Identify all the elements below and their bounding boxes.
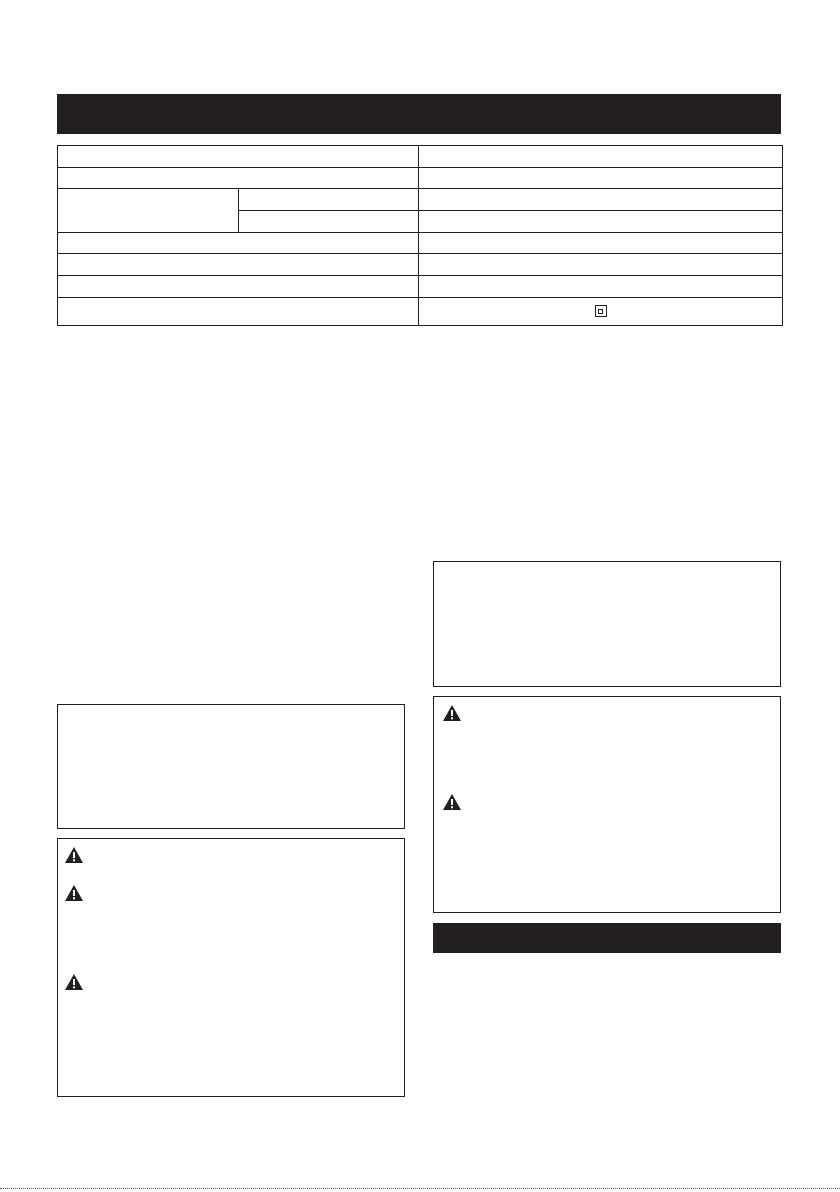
spec-label bbox=[58, 254, 419, 276]
note-box-right bbox=[433, 561, 781, 687]
table-row bbox=[58, 276, 783, 298]
spec-value bbox=[419, 146, 783, 168]
spec-sub-label bbox=[239, 189, 419, 211]
spec-label bbox=[58, 167, 419, 189]
spec-value-cell bbox=[419, 297, 783, 325]
spec-value bbox=[419, 211, 783, 233]
warning-triangle-icon bbox=[64, 973, 84, 991]
warning-triangle-icon bbox=[64, 884, 84, 902]
table-row bbox=[58, 297, 783, 325]
table-row bbox=[58, 232, 783, 254]
warning-box-right bbox=[433, 696, 781, 913]
spec-label bbox=[58, 297, 419, 325]
spec-label bbox=[58, 146, 419, 168]
warning-box-left bbox=[57, 838, 405, 1097]
table-row bbox=[58, 189, 783, 211]
spec-value bbox=[419, 276, 783, 298]
spec-value bbox=[419, 232, 783, 254]
specifications-header-bar bbox=[57, 94, 781, 134]
section-header-bar bbox=[433, 923, 781, 953]
specifications-table bbox=[57, 145, 783, 326]
spec-value bbox=[419, 189, 783, 211]
double-insulation-icon bbox=[595, 305, 607, 317]
spec-sub-label bbox=[239, 211, 419, 233]
page-edge-divider bbox=[0, 1188, 840, 1189]
spec-label bbox=[58, 276, 419, 298]
warning-triangle-icon bbox=[64, 846, 84, 864]
table-row bbox=[58, 254, 783, 276]
table-row bbox=[58, 146, 783, 168]
note-box-left bbox=[57, 704, 405, 829]
table-row bbox=[58, 167, 783, 189]
spec-value bbox=[419, 167, 783, 189]
warning-triangle-icon bbox=[442, 793, 462, 811]
spec-value bbox=[419, 254, 783, 276]
spec-label bbox=[58, 189, 239, 232]
warning-triangle-icon bbox=[442, 704, 462, 722]
spec-label bbox=[58, 232, 419, 254]
